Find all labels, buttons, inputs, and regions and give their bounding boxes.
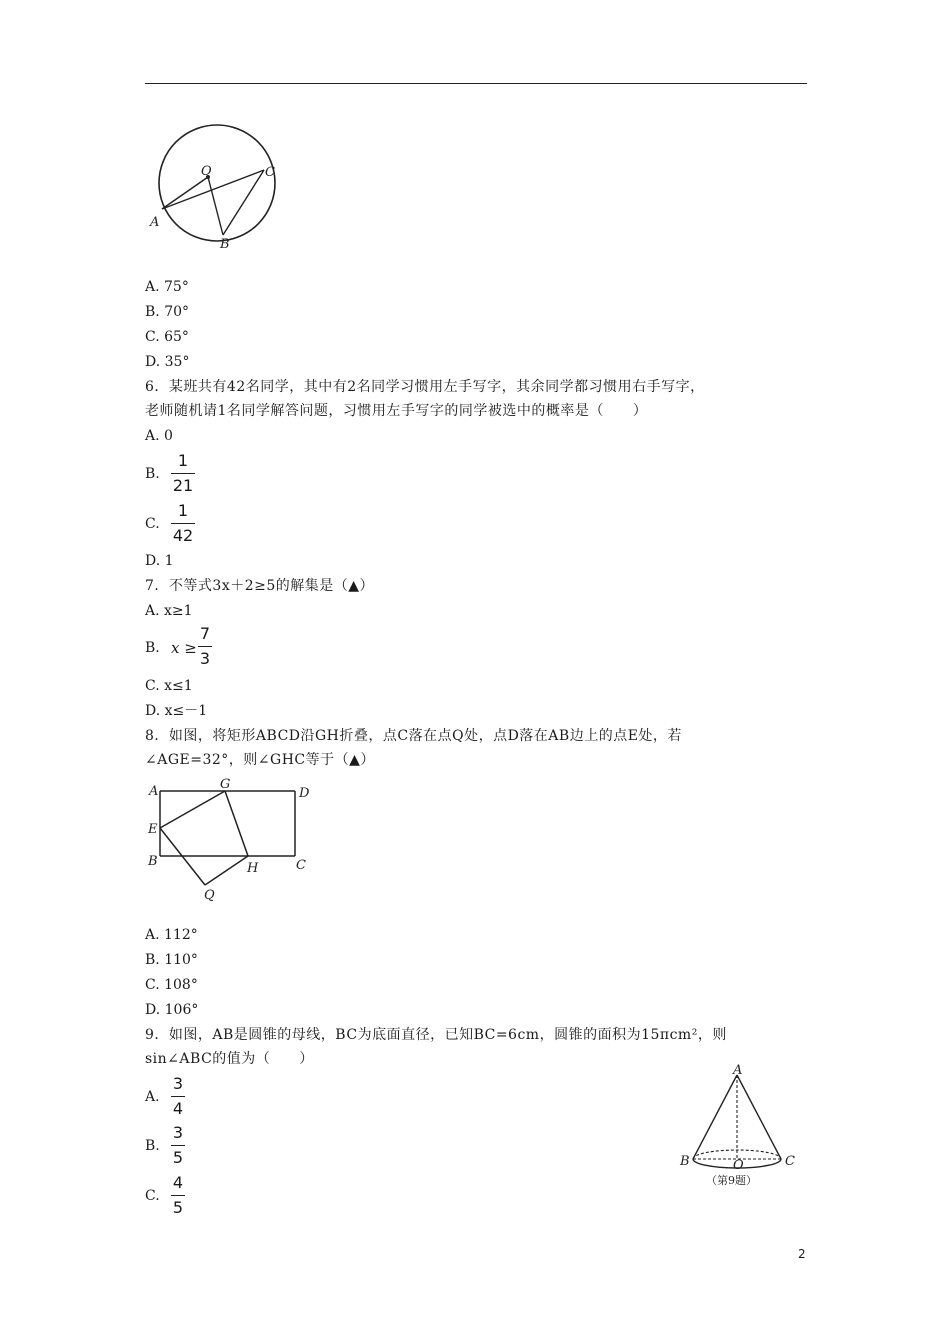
- fig5-label-c: C: [265, 165, 275, 180]
- fig8-label-g: G: [220, 777, 231, 792]
- q7-text-line1: 7．不等式3x＋2≥5的解集是（▲）: [145, 578, 375, 594]
- q7-option-b-fraction: [198, 624, 212, 669]
- q7-option-b-label: B.: [145, 640, 160, 656]
- q6-option-c-label: C.: [145, 516, 160, 532]
- q9-b-denominator: 5: [172, 1148, 184, 1167]
- q8-text-line2: ∠AGE=32°，则∠GHC等于（▲）: [145, 752, 375, 768]
- page-number: 2: [798, 1247, 806, 1261]
- q7-b-fraction-bar: [198, 646, 212, 647]
- q5-circle-figure: [140, 120, 290, 260]
- q9-option-a-label: A.: [145, 1089, 160, 1105]
- q9-c-numerator: 4: [172, 1173, 184, 1192]
- q8-option-d: D. 106°: [145, 1002, 199, 1018]
- q9-option-b-fraction: [171, 1123, 185, 1168]
- q9-text-line1: 9．如图，AB是圆锥的母线，BC为底面直径，已知BC=6cm，圆锥的面积为15πcm²，则: [145, 1027, 727, 1043]
- q9-c-fraction-bar: [171, 1195, 185, 1196]
- q9-c-denominator: 5: [172, 1198, 184, 1217]
- q8-option-a: A. 112°: [145, 927, 198, 943]
- q9-text-line2: sin∠ABC的值为（ ）: [145, 1051, 314, 1067]
- q9-a-fraction-bar: [171, 1096, 185, 1097]
- q8-text-line1: 8．如图，将矩形ABCD沿GH折叠，点C落在点Q处，点D落在AB边上的点E处，若: [145, 728, 682, 744]
- fig5-label-b: B: [220, 237, 230, 252]
- fig5-label-a: A: [150, 215, 160, 230]
- q9-b-numerator: 3: [172, 1123, 184, 1142]
- q6-option-b-label: B.: [145, 466, 160, 482]
- fig8-label-h: H: [247, 861, 259, 876]
- q6-option-a: A. 0: [145, 428, 173, 444]
- fig8-label-c: C: [296, 858, 306, 873]
- fig8-label-b: B: [148, 854, 158, 869]
- fig9-label-o: O: [733, 1158, 744, 1173]
- q6-option-c-fraction: [171, 501, 195, 546]
- q5-option-d: D. 35°: [145, 354, 190, 370]
- q6-b-denominator: 21: [172, 476, 194, 495]
- fig9-label-b: B: [680, 1154, 690, 1169]
- q7-option-a: A. x≥1: [145, 603, 193, 619]
- fig8-label-a: A: [149, 784, 159, 799]
- q9-option-a-fraction: [171, 1074, 185, 1119]
- fig8-label-e: E: [148, 822, 158, 837]
- q6-text-line1: 6．某班共有42名同学，其中有2名同学习惯用左手写字，其余同学都习惯用右手写字，: [145, 379, 705, 395]
- q6-text-line2: 老师随机请1名同学解答问题，习惯用左手写字的同学被选中的概率是（ ）: [145, 403, 648, 419]
- q9-option-b-label: B.: [145, 1138, 160, 1154]
- q9-cone-figure: [676, 1063, 806, 1193]
- q5-option-a: A. 75°: [145, 279, 189, 295]
- q7-option-b-expr: x ≥: [171, 639, 197, 657]
- q6-b-fraction-bar: [171, 473, 195, 474]
- q7-option-c: C. x≤1: [145, 678, 193, 694]
- q7-option-d: D. x≤－1: [145, 703, 208, 719]
- q9-option-c-label: C.: [145, 1188, 160, 1204]
- q6-c-numerator: 1: [177, 501, 189, 520]
- q9-a-denominator: 4: [172, 1099, 184, 1118]
- q9-option-c-fraction: [171, 1173, 185, 1218]
- q9-b-fraction-bar: [171, 1145, 185, 1146]
- q8-option-c: C. 108°: [145, 977, 198, 993]
- header-rule: [145, 83, 807, 84]
- q7-b-numerator: 7: [199, 624, 211, 643]
- q7-b-denominator: 3: [199, 649, 211, 668]
- q9-a-numerator: 3: [172, 1074, 184, 1093]
- fig5-label-o: O: [201, 164, 212, 179]
- q8-option-b: B. 110°: [145, 952, 198, 968]
- q6-option-d: D. 1: [145, 553, 174, 569]
- q6-c-denominator: 42: [172, 526, 194, 545]
- fig8-label-q: Q: [204, 888, 215, 903]
- fig9-caption: （第9题）: [706, 1174, 757, 1187]
- fig8-label-d: D: [299, 786, 310, 801]
- q5-option-b: B. 70°: [145, 304, 190, 320]
- q8-rectangle-figure: [140, 775, 320, 905]
- fig9-label-c: C: [785, 1154, 795, 1169]
- q6-b-numerator: 1: [177, 451, 189, 470]
- q6-option-b-fraction: [171, 451, 195, 496]
- q6-c-fraction-bar: [171, 523, 195, 524]
- fig9-label-a: A: [733, 1063, 743, 1078]
- q5-option-c: C. 65°: [145, 329, 189, 345]
